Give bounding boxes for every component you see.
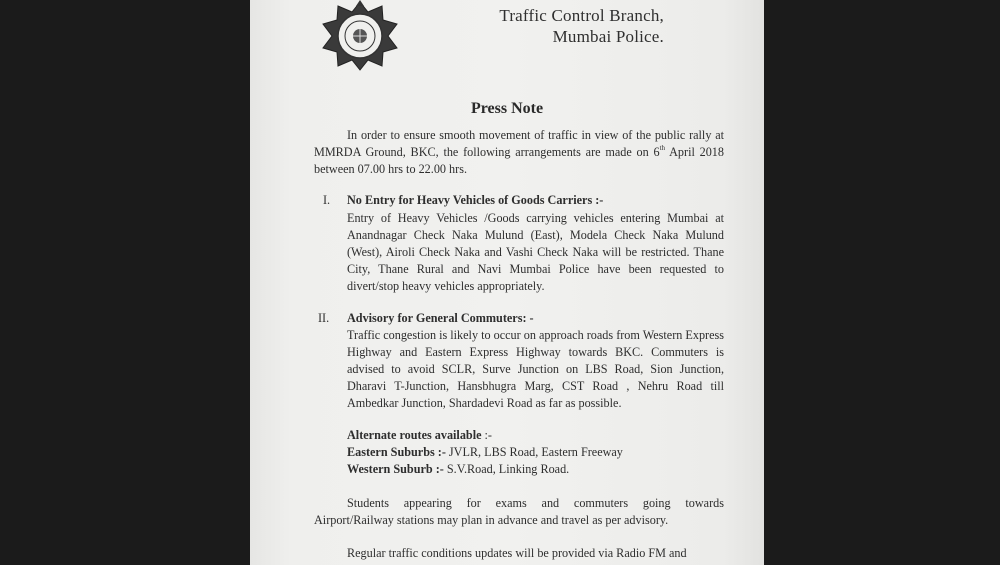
mumbai-police-emblem-icon bbox=[320, 0, 400, 72]
eastern-suburbs-route: Eastern Suburbs :- JVLR, LBS Road, Eastern Freeway bbox=[347, 445, 623, 459]
intro-paragraph: In order to ensure smooth movement of traffic in view of the public rally at MMRDA Ground, BKC, the following arrangements are made on 6th April 2018 between 07.00 hrs to 22.00 hrs. bbox=[314, 128, 724, 176]
students-note: Students appearing for exams and commuters going towards Airport/Railway stations may plan in advance and travel as per advisory. bbox=[314, 496, 724, 527]
alternate-routes-heading: Alternate routes available :- bbox=[347, 428, 492, 442]
header-organization: Mumbai Police. bbox=[552, 27, 664, 46]
section-2-body: Traffic congestion is likely to occur on approach roads from Western Express Highway and Eastern Express Highway towards BKC. Commuters is advised to avoid SCLR, Surve Junction on LBS Road, Sion Junction, Dharavi T-Junction, Hansbhugra Marg, CST Road , Nehru Road till Ambedkar Junction, Shardadevi Road as far as possible. bbox=[347, 328, 724, 410]
section-1-heading: No Entry for Heavy Vehicles of Goods Carriers :- bbox=[347, 193, 604, 207]
section-1-body: Entry of Heavy Vehicles /Goods carrying vehicles entering Mumbai at Anandnagar Check Naka Mulund (East), Modela Check Naka Mulund (West), Airoli Check Naka and Vashi Check Naka will be restricted. Thane City, Thane Rural and Navi Mumbai Police have been requested to divert/stop heavy vehicles appropriately. bbox=[347, 211, 724, 293]
section-1-numeral: I. bbox=[323, 193, 331, 207]
final-note: Regular traffic conditions updates will be provided via Radio FM and bbox=[347, 546, 687, 560]
header-branch-name: Traffic Control Branch, bbox=[499, 6, 664, 25]
press-note-page bbox=[250, 0, 764, 565]
western-suburb-route: Western Suburb :- S.V.Road, Linking Road. bbox=[347, 462, 570, 476]
section-2-heading: Advisory for General Commuters: - bbox=[347, 311, 534, 325]
section-2-numeral: II. bbox=[318, 311, 330, 325]
page-title: Press Note bbox=[470, 100, 544, 117]
